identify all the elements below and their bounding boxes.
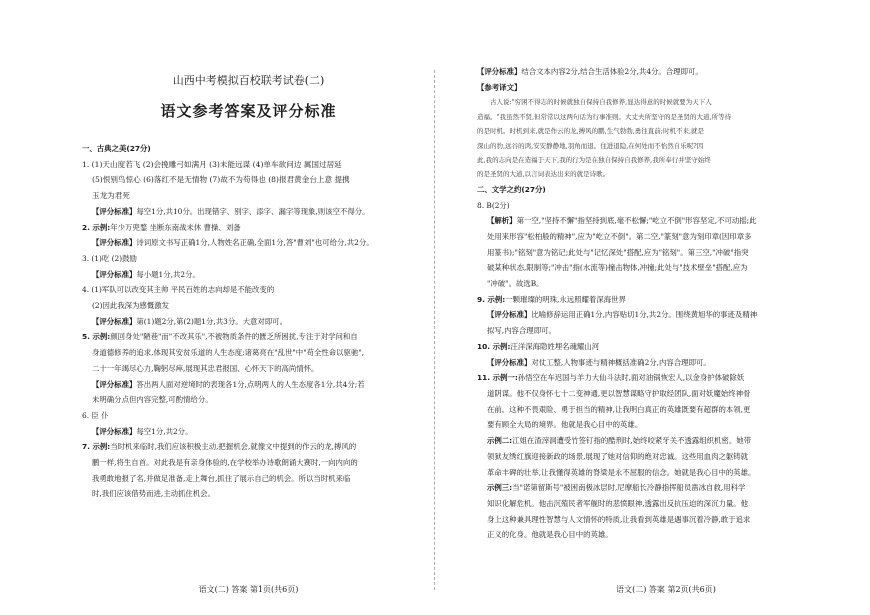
- answer-q10: [477, 339, 855, 355]
- scoring-text: 每小题1分,共2分。: [136, 269, 200, 279]
- answer-text: 当"诺第留斯号"被困南极冰层时,尼摩船长冷静指挥船员凿冰自救,用科学: [512, 483, 746, 493]
- translation-line: 深山的豹,远谷的鸿,安安静静地,羽角而退。住进退隐,在何处而不怡然自乐呢?因: [477, 141, 704, 150]
- scoring-q5-line2: 未明确分点但内容完整,可酌情给分。: [92, 395, 213, 405]
- scoring-text: 比喻修辞运用正确1分,内容贴切1分,共2分。围绕黄旭华的事迹及精神: [531, 310, 758, 320]
- answer-q2: [82, 220, 415, 236]
- answer-q7-line4: 时,我们应该借势而进,主动抓住机会。: [92, 489, 215, 499]
- translation-heading: 【参考译文】: [477, 82, 522, 92]
- example-tag: 9. 示例:: [477, 294, 506, 304]
- scoring-q5-line1: [82, 377, 415, 393]
- answer-q11-line6: 领狱友绣红旗迎接新政的场景,展现了她对信仰的绝对忠诚。这些用血肉之躯铸就: [487, 451, 749, 461]
- answer-text: 颜回身处"陋巷"而"不改其乐",不被物质条件的匮乏所困扰,专注于对学问和自: [110, 332, 358, 342]
- example-tag: 7. 示例:: [82, 442, 111, 452]
- answer-q7-line2: 鹏一样,将生自首。对此我是有亲身体验的,在学校举办诗歌朗诵大赛时,一向内向的: [92, 458, 358, 468]
- answer-text: 汪洋深海隐姓埋名魂耀山河: [510, 341, 600, 351]
- right-page: [435, 0, 870, 615]
- analysis-q8-line4: 破某种状态,限制等;"冲击"指(水流等)撞击物体,冲撞;此处与"技术壁垒"搭配,应为: [487, 263, 748, 273]
- answer-q4-line2: (2)因此我深为感慨激发: [92, 301, 169, 311]
- scoring-q4: [82, 314, 415, 330]
- example-tag: 示例三:: [487, 483, 513, 493]
- answer-q6: 6. 臣 仆: [82, 410, 109, 420]
- analysis-tag: 【解析】: [487, 216, 517, 226]
- doc-title: 语文参考答案及评分标准: [160, 102, 337, 120]
- analysis-text: 第一空,"坚持不懈"指坚持到底,毫不松懈;"屹立不倒"形容坚定,不可动摇;此: [516, 216, 757, 226]
- analysis-q8-line3: 用篆书);"铭刻"意为铭记;此处与"记忆深处"搭配,应为"铭刻"。第三空,"冲破"指突: [487, 247, 749, 257]
- scoring-text: 对仗工整,人物事迹与精神概括准确2分,内容合理即可。: [531, 357, 711, 367]
- scoring-tag: 【评分标准】: [92, 238, 137, 248]
- translation-line: 的是时机。时机到来,就是作云的龙,搏风的鹏,生气勃勃,勇往直前;时机不来,就是: [477, 127, 705, 136]
- scoring-text: 诗词原文书写正确1分,人物姓名正确,全面1分,答"曹刘"也可给分,共2分。: [136, 238, 374, 248]
- answer-q11-line5: [477, 433, 855, 449]
- answer-q11-line7: 革命丰碑的壮举,让我懂得英雄的脊梁是永不屈服的信念。她就是我心目中的英雄。: [487, 467, 756, 477]
- answer-text: 孙悟空在车迟国与羊力大仙斗法时,面对油锅恢宏人,以金身护体破除妖: [517, 373, 745, 383]
- scoring-tag: 【评分标准】: [92, 426, 137, 436]
- answer-q7-line3: 我勇敢地报了名,并做足准备,走上舞台,抓住了展示自己的机会。所以当时机来临: [92, 473, 351, 483]
- answer-text: 一颗璀璨的明珠,永远照耀着深海世界: [505, 294, 626, 304]
- scoring-q9-line1: [477, 307, 855, 323]
- scoring-tag: 【评分标准】: [92, 206, 137, 216]
- analysis-q8-line2: 处用来形容"松柏般的精神",应为"屹立不倒"。第二空,"篆刻"意为刻印章(因印章多: [487, 231, 752, 241]
- answer-q1-line2: (5)恨别鸟惊心 (6)落红不是无情物 (7)故不为苟得也 (8)报君黄金台上意 提携: [92, 175, 350, 185]
- translation-line: 的是圣贤的大道,以言词表达出来的就是诗歌。: [477, 170, 610, 179]
- translation-line: 造福。"我虽然不贤,但常常以这两句话为行事准则。大丈夫所坚守的是圣贤的大道,所等待: [477, 112, 732, 121]
- scoring-q6: [82, 424, 415, 440]
- scoring-q10: [477, 355, 855, 371]
- scoring-text: 第(1)题2分,第(2)题1分,共3分。大意对即可。: [136, 316, 287, 326]
- scoring-tag: 【评分标准】: [477, 67, 522, 76]
- answer-q9: [477, 292, 855, 308]
- translation-line: 古人说:"穷困不得志的时候就独自保持自我修养,显达得意的时候就要为天下人: [490, 98, 712, 107]
- scoring-text: 结合文本内容2分,结合生活体验2分,共4分。合理即可。: [521, 67, 703, 76]
- answer-q5-line2: 身道德修养的追求,体现其安贫乐道的人生态度;诸葛亮在"乱世"中"苟全性命以驱驰",: [92, 348, 365, 358]
- scoring-tag: 【评分标准】: [487, 310, 532, 320]
- page-footer: 语文(二) 答案 第1页(共6页): [198, 585, 299, 594]
- answer-q4-line1: 4. (1)军队可以改变其主帅 平民百姓的志向却是不能改变的: [82, 285, 275, 295]
- scoring-text: 每空1分,共2分。: [136, 426, 193, 436]
- scoring-tag: 【评分标准】: [487, 357, 532, 367]
- translation-line: 此,我的志向是在造福于天下,我的行为是在独自保持自我修养,我所奉行并坚守始终: [477, 156, 711, 165]
- left-column: [82, 64, 415, 585]
- analysis-q8-line5: "冲破"。故选B。: [487, 279, 544, 289]
- scoring-q9-line2: 拟写,内容合理即可。: [487, 326, 556, 336]
- analysis-q8-line1: [477, 213, 855, 229]
- answer-text: 年少万兜鍪 坐断东南战未休 曹操、刘备: [110, 222, 241, 232]
- scoring-q7: [477, 64, 855, 80]
- answer-q1-line3: 玉龙为君死: [92, 191, 130, 201]
- example-tag: 5. 示例:: [82, 332, 111, 342]
- answer-q3: 3. (1)吃 (2)鼓励: [82, 253, 137, 263]
- answer-q11-line11: 正义的化身。他就是我心目中的英雄。: [487, 530, 613, 540]
- scoring-text: 每空1分,共10分。出现错字、别字、添字、漏字等现象,则该空不得分。: [136, 206, 370, 216]
- answer-text: 当时机来临时,我们应该积极主动,把握机会,就像文中提到的作云的龙,搏风的: [110, 442, 357, 452]
- scoring-tag: 【评分标准】: [92, 269, 137, 279]
- answer-q5-line3: 二十一年竭尽心力,鞠躬尽瘁,展现其忠君报国、心怀天下的高尚情怀。: [92, 363, 319, 373]
- example-tag: 示例二:: [487, 436, 513, 446]
- right-column: [477, 64, 855, 585]
- section-heading: 二、文学之约(27分): [477, 184, 546, 194]
- answer-q11-line3: 在前。这种不畏艰险、勇于担当的精神,让我明白真正的英雄既要有超群的本领,更: [487, 404, 751, 414]
- answer-text: 江姐在渣滓洞遭受竹签钉指的酷刑时,始终咬紧牙关不透露组织机密。她带: [512, 436, 751, 446]
- scoring-text: 答出两人面对逆境时的表现各1分,点明两人的人生态度各1分,共4分;若: [136, 379, 365, 389]
- exam-title: 山西中考模拟百校联考试卷(二): [172, 74, 325, 87]
- answer-q7-line1: [82, 439, 415, 455]
- example-tag: 11. 示例一:: [477, 373, 518, 383]
- answer-q11-line10: 身上这种兼具理性智慧与人文情怀的特质,让我看到英雄是遇事沉着冷静,敢于追求: [487, 514, 751, 524]
- page-footer: 语文(二) 答案 第2页(共6页): [616, 585, 716, 594]
- example-tag: 2. 示例:: [82, 222, 111, 232]
- scoring-tag: 【评分标准】: [92, 379, 137, 389]
- answer-q1-line1: 1. (1)天山度若飞 (2)会挽雕弓如满月 (3)未能远谋 (4)单车欲问边 属国过居延: [82, 159, 342, 169]
- answer-q5-line1: [82, 329, 415, 345]
- answer-q11-line4: 要有顾全大局的境界。他就是我心目中的英雄。: [487, 420, 643, 430]
- scoring-q1: [82, 204, 415, 220]
- scoring-tag: 【评分标准】: [92, 316, 137, 326]
- answer-q8: 8. B(2分): [477, 200, 510, 210]
- answer-q11-line2: 道阴谋。他不仅身怀七十二变神通,更以智慧谋略守护取经团队,面对妖魔始终神骨: [487, 388, 751, 398]
- answer-q11-line9: 知识化解危机。他击沉殖民者军舰时的悲愤眼神,透露出反抗压迫的深沉力量。他: [487, 498, 749, 508]
- answer-q11-line8: [477, 480, 855, 496]
- answer-q11-line1: [477, 370, 855, 386]
- example-tag: 10. 示例:: [477, 341, 511, 351]
- scoring-q3: [82, 267, 415, 283]
- section-heading: 一、古典之美(27分): [82, 144, 151, 153]
- scoring-q2: [82, 235, 415, 251]
